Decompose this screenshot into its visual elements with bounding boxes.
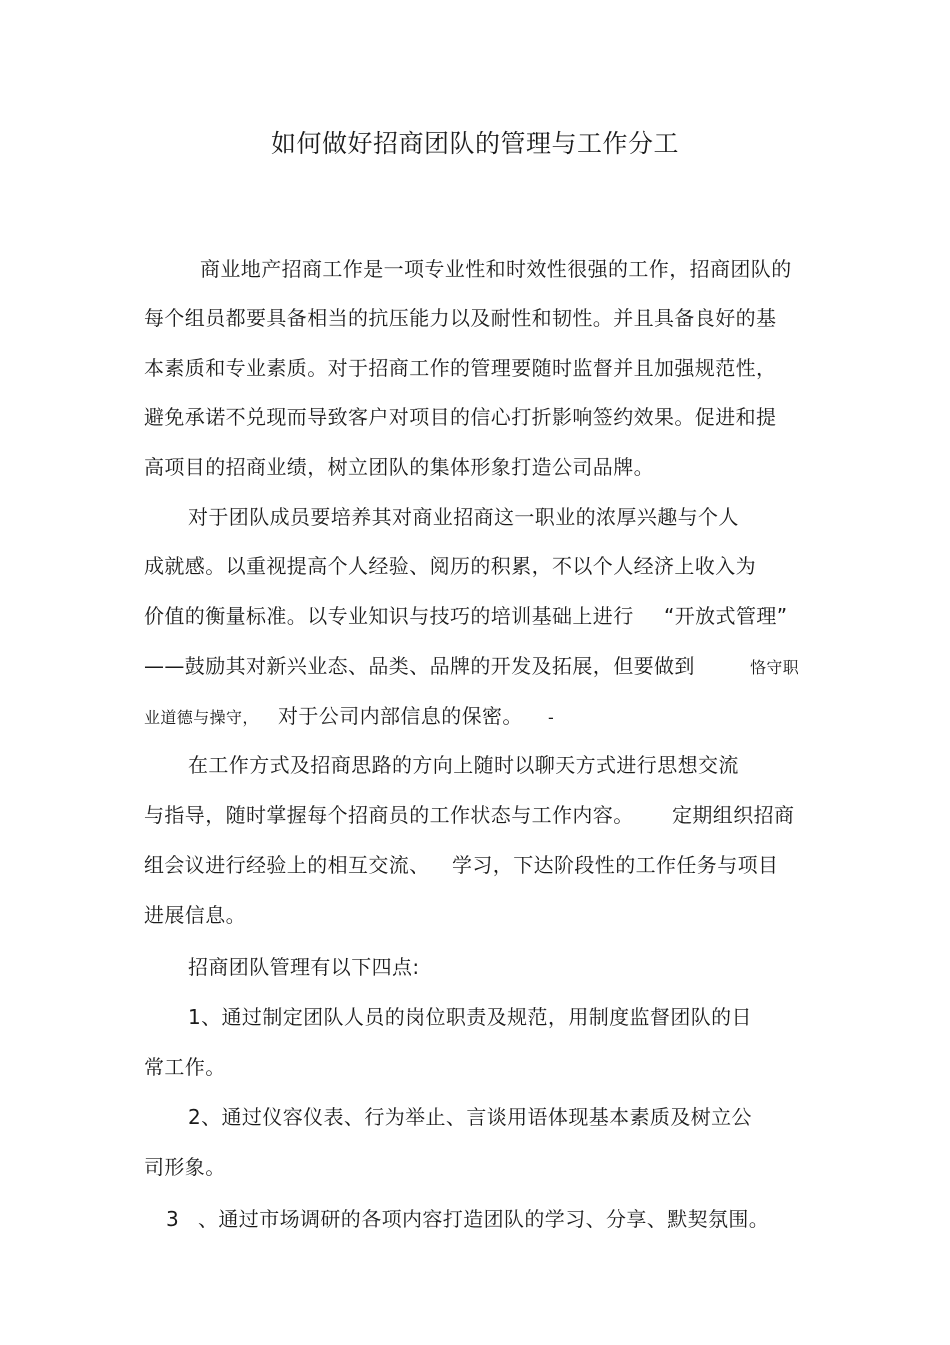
list-item-2-line-1: 2、通过仪容仪表、行为举止、言谈用语体现基本素质及树立公 — [188, 1105, 752, 1129]
list-item-1-line-2: 常工作。 — [144, 1055, 226, 1079]
paragraph-3-line-2b: 定期组织招商 — [672, 803, 795, 827]
paragraph-3-line-2a: 与指导，随时掌握每个招商员的工作状态与工作内容。 — [144, 803, 634, 827]
paragraph-2-line-4a: ——鼓励其对新兴业态、品类、品牌的开发及拓展，但要做到 — [144, 654, 695, 678]
paragraph-2-line-5a: 业道德与操守， — [144, 708, 259, 727]
paragraph-1-line-1: 商业地产招商工作是一项专业性和时效性很强的工作，招商团队的 — [200, 257, 792, 281]
paragraph-1-line-4: 避免承诺不兑现而导致客户对项目的信心打折影响签约效果。促进和提 — [144, 405, 777, 429]
paragraph-2-line-1: 对于团队成员要培养其对商业招商这一职业的浓厚兴趣与个人 — [188, 505, 739, 529]
paragraph-2-line-5b: 对于公司内部信息的保密。 — [278, 704, 523, 728]
document-title: 如何做好招商团队的管理与工作分工 — [270, 129, 679, 158]
paragraph-1-line-3: 本素质和专业素质。对于招商工作的管理要随时监督并且加强规范性， — [144, 356, 777, 380]
paragraph-2-line-4b: 恪守职 — [750, 658, 800, 677]
paragraph-2-line-5c: - — [548, 708, 555, 727]
paragraph-1-line-5: 高项目的招商业绩，树立团队的集体形象打造公司品牌。 — [144, 455, 654, 479]
list-item-1-line-1: 1、通过制定团队人员的岗位职责及规范，用制度监督团队的日 — [188, 1005, 752, 1029]
paragraph-2-line-3b: “开放式管理” — [664, 604, 788, 628]
paragraph-3-line-1: 在工作方式及招商思路的方向上随时以聊天方式进行思想交流 — [188, 753, 739, 777]
paragraph-2-line-3a: 价值的衡量标准。以专业知识与技巧的培训基础上进行 — [144, 604, 634, 628]
paragraph-3-line-3b: 学习，下达阶段性的工作任务与项目 — [452, 853, 779, 877]
list-item-3-number: 3 — [166, 1207, 180, 1231]
paragraph-3-line-4: 进展信息。 — [144, 903, 246, 927]
list-item-2-line-2: 司形象。 — [144, 1155, 226, 1179]
paragraph-3-line-3a: 组会议进行经验上的相互交流、 — [144, 853, 430, 877]
list-item-3-text: 、通过市场调研的各项内容打造团队的学习、分享、默契氛围。 — [198, 1207, 770, 1231]
paragraph-1-line-2: 每个组员都要具备相当的抗压能力以及耐性和韧性。并且具备良好的基 — [144, 306, 777, 330]
paragraph-2-line-2: 成就感。以重视提高个人经验、阅历的积累，不以个人经济上收入为 — [144, 554, 756, 578]
list-intro: 招商团队管理有以下四点: — [188, 955, 420, 979]
